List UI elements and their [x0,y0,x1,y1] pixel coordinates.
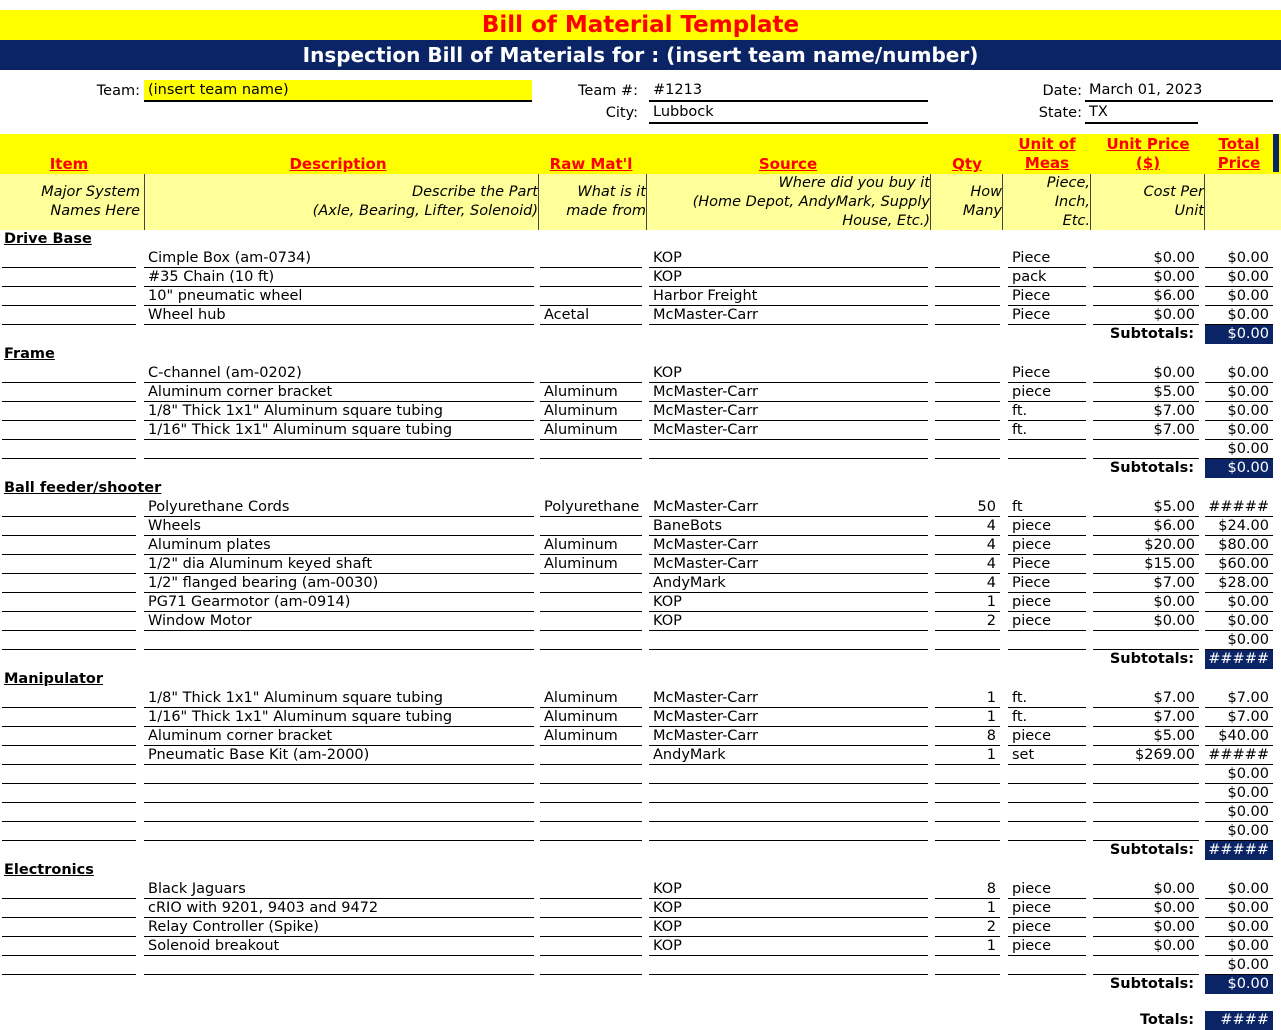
cell-desc[interactable]: Aluminum plates [144,536,534,555]
cell-price[interactable]: $6.00 [1093,517,1199,536]
cell-total[interactable]: ##### [1205,746,1273,765]
cell-raw[interactable] [540,937,642,956]
cell-desc[interactable]: 1/8" Thick 1x1" Aluminum square tubing [144,689,534,708]
cell-unit[interactable]: piece [1008,880,1086,899]
cell-raw[interactable]: Aluminum [540,402,642,421]
cell-qty[interactable]: 4 [935,574,1000,593]
cell-unit[interactable]: piece [1008,612,1086,631]
cell-price[interactable]: $7.00 [1093,689,1199,708]
cell-qty[interactable] [935,268,1000,287]
cell-src[interactable]: McMaster-Carr [649,689,928,708]
cell-qty[interactable] [935,364,1000,383]
cell-desc[interactable]: Wheels [144,517,534,536]
cell-unit[interactable] [1008,803,1086,822]
cell-desc[interactable]: 1/2" flanged bearing (am-0030) [144,574,534,593]
cell-item[interactable] [2,593,136,612]
cell-src[interactable]: McMaster-Carr [649,421,928,440]
cell-unit[interactable] [1008,631,1086,650]
subheader-item: Major System Names Here [41,184,140,219]
cell-raw[interactable] [540,268,642,287]
cell-item[interactable] [2,383,136,402]
cell-raw[interactable] [540,803,642,822]
cell-total[interactable]: $0.00 [1205,421,1273,440]
cell-total[interactable]: $0.00 [1205,803,1273,822]
cell-total[interactable]: $0.00 [1205,593,1273,612]
cell-item[interactable] [2,784,136,803]
cell-src[interactable]: McMaster-Carr [649,383,928,402]
cell-src[interactable] [649,784,928,803]
cell-unit[interactable]: piece [1008,517,1086,536]
cell-total[interactable]: $60.00 [1205,555,1273,574]
cell-qty[interactable]: 1 [935,708,1000,727]
cell-unit[interactable]: Piece [1008,364,1086,383]
subtotal-value: $0.00 [1205,459,1273,478]
cell-total[interactable]: $0.00 [1205,784,1273,803]
cell-src[interactable] [649,822,928,841]
date-field[interactable]: March 01, 2023 [1085,80,1273,102]
cell-qty[interactable]: 50 [935,498,1000,517]
cell-desc[interactable]: Aluminum corner bracket [144,383,534,402]
cell-total[interactable]: $0.00 [1205,918,1273,937]
cell-unit[interactable]: piece [1008,593,1086,612]
cell-src[interactable]: McMaster-Carr [649,555,928,574]
cell-src[interactable]: AndyMark [649,574,928,593]
cell-desc[interactable]: Relay Controller (Spike) [144,918,534,937]
cell-src[interactable]: KOP [649,593,928,612]
header-source: Source [758,155,818,173]
cell-unit[interactable]: ft. [1008,402,1086,421]
cell-item[interactable] [2,440,136,459]
subtotal-label: Subtotals: [1109,976,1194,992]
cell-src[interactable] [649,765,928,784]
cell-total[interactable]: $0.00 [1205,937,1273,956]
cell-item[interactable] [2,727,136,746]
cell-raw[interactable]: Aluminum [540,421,642,440]
cell-price[interactable] [1093,440,1199,459]
cell-price[interactable]: $0.00 [1093,880,1199,899]
cell-price[interactable]: $0.00 [1093,364,1199,383]
cell-item[interactable] [2,498,136,517]
cell-src[interactable]: AndyMark [649,746,928,765]
cell-qty[interactable]: 4 [935,517,1000,536]
header-unit-of-measure: Unit of Meas [1018,135,1076,172]
cell-price[interactable] [1093,822,1199,841]
cell-price[interactable]: $0.00 [1093,593,1199,612]
cell-price[interactable]: $5.00 [1093,727,1199,746]
cell-raw[interactable] [540,765,642,784]
cell-src[interactable]: KOP [649,918,928,937]
cell-item[interactable] [2,631,136,650]
cell-item[interactable] [2,421,136,440]
subheader-source: Where did you buy it (Home Depot, AndyMark, Supply House, Etc.) [646,174,930,230]
cell-qty[interactable] [935,383,1000,402]
cell-total[interactable]: $0.00 [1205,268,1273,287]
cell-raw[interactable]: Aluminum [540,536,642,555]
cell-price[interactable]: $0.00 [1093,918,1199,937]
cell-qty[interactable] [935,287,1000,306]
cell-unit[interactable] [1008,784,1086,803]
cell-desc[interactable]: PG71 Gearmotor (am-0914) [144,593,534,612]
cell-raw[interactable] [540,822,642,841]
cell-price[interactable] [1093,784,1199,803]
cell-price[interactable]: $0.00 [1093,306,1199,325]
cell-item[interactable] [2,765,136,784]
cell-raw[interactable] [540,364,642,383]
team-name-field[interactable]: (insert team name) [144,80,532,102]
cell-qty[interactable]: 8 [935,880,1000,899]
cell-item[interactable] [2,956,136,975]
cell-price[interactable]: $0.00 [1093,249,1199,268]
cell-qty[interactable]: 4 [935,536,1000,555]
cell-qty[interactable]: 4 [935,555,1000,574]
cell-total[interactable]: $0.00 [1205,880,1273,899]
cell-item[interactable] [2,803,136,822]
cell-total[interactable]: $28.00 [1205,574,1273,593]
subtotal-value: ##### [1205,841,1273,860]
cell-price[interactable] [1093,803,1199,822]
cell-desc[interactable]: Window Motor [144,612,534,631]
cell-qty[interactable] [935,249,1000,268]
state-field[interactable]: TX [1085,102,1198,124]
cell-item[interactable] [2,746,136,765]
cell-src[interactable]: McMaster-Carr [649,498,928,517]
cell-price[interactable]: $6.00 [1093,287,1199,306]
section-heading: Frame [4,346,55,362]
cell-price[interactable]: $269.00 [1093,746,1199,765]
section-heading: Ball feeder/shooter [4,480,162,496]
header-unit-price: Unit Price ($) [1106,135,1190,172]
cell-price[interactable] [1093,765,1199,784]
cell-raw[interactable]: Aluminum [540,708,642,727]
cell-total[interactable]: $0.00 [1205,612,1273,631]
cell-item[interactable] [2,268,136,287]
cell-total[interactable]: $0.00 [1205,631,1273,650]
cell-total[interactable]: $0.00 [1205,287,1273,306]
header-total-price: Total Price [1217,135,1261,172]
cell-item[interactable] [2,555,136,574]
cell-qty[interactable] [935,822,1000,841]
cell-total[interactable]: $0.00 [1205,249,1273,268]
cell-desc[interactable] [144,784,534,803]
cell-total[interactable]: $7.00 [1205,689,1273,708]
cell-raw[interactable]: Aluminum [540,689,642,708]
cell-unit[interactable]: set [1008,746,1086,765]
sheet-title: Bill of Material Template [0,10,1281,40]
cell-qty[interactable] [935,765,1000,784]
subtotal-value: $0.00 [1205,975,1273,994]
team-number-label: Team #: [578,83,638,99]
cell-total[interactable]: $80.00 [1205,536,1273,555]
cell-unit[interactable] [1008,822,1086,841]
subheader-qty: How Many [930,174,1002,230]
cell-qty[interactable] [935,402,1000,421]
cell-unit[interactable]: piece [1008,937,1086,956]
cell-unit[interactable] [1008,765,1086,784]
cell-raw[interactable] [540,249,642,268]
cell-qty[interactable] [935,631,1000,650]
header-edge [1273,134,1279,172]
cell-item[interactable] [2,517,136,536]
cell-qty[interactable]: 2 [935,918,1000,937]
cell-unit[interactable]: ft. [1008,689,1086,708]
cell-unit[interactable]: piece [1008,918,1086,937]
cell-unit[interactable]: ft. [1008,421,1086,440]
cell-src[interactable] [649,956,928,975]
cell-src[interactable]: Harbor Freight [649,287,928,306]
cell-src[interactable]: McMaster-Carr [649,402,928,421]
cell-qty[interactable]: 1 [935,937,1000,956]
cell-desc[interactable] [144,440,534,459]
cell-src[interactable] [649,631,928,650]
cell-unit[interactable]: ft. [1008,708,1086,727]
cell-unit[interactable]: piece [1008,727,1086,746]
cell-desc[interactable]: C-channel (am-0202) [144,364,534,383]
cell-item[interactable] [2,364,136,383]
cell-total[interactable]: $0.00 [1205,822,1273,841]
cell-raw[interactable] [540,440,642,459]
cell-src[interactable] [649,803,928,822]
cell-raw[interactable] [540,574,642,593]
cell-item[interactable] [2,880,136,899]
cell-unit[interactable]: Piece [1008,249,1086,268]
cell-item[interactable] [2,899,136,918]
cell-total[interactable]: $0.00 [1205,956,1273,975]
subtotal-label: Subtotals: [1109,651,1194,667]
cell-qty[interactable] [935,421,1000,440]
subheader-unit-price: Cost Per Unit [1090,174,1204,230]
cell-price[interactable] [1093,631,1199,650]
cell-price[interactable]: $0.00 [1093,937,1199,956]
header-description: Description [289,155,387,173]
cell-unit[interactable]: Piece [1008,306,1086,325]
cell-price[interactable]: $7.00 [1093,421,1199,440]
cell-src[interactable]: KOP [649,880,928,899]
cell-total[interactable]: $24.00 [1205,517,1273,536]
cell-qty[interactable]: 1 [935,689,1000,708]
cell-src[interactable] [649,440,928,459]
section-heading: Electronics [4,862,94,878]
subtotal-value: ##### [1205,650,1273,669]
cell-item[interactable] [2,536,136,555]
cell-desc[interactable]: 1/16" Thick 1x1" Aluminum square tubing [144,708,534,727]
cell-qty[interactable]: 2 [935,612,1000,631]
cell-src[interactable]: KOP [649,364,928,383]
header-item: Item [49,155,89,173]
cell-total[interactable]: $0.00 [1205,440,1273,459]
cell-price[interactable]: $5.00 [1093,383,1199,402]
cell-price[interactable]: $0.00 [1093,612,1199,631]
cell-desc[interactable]: Wheel hub [144,306,534,325]
cell-raw[interactable]: Acetal [540,306,642,325]
cell-desc[interactable]: #35 Chain (10 ft) [144,268,534,287]
cell-item[interactable] [2,287,136,306]
cell-raw[interactable] [540,631,642,650]
cell-src[interactable]: McMaster-Carr [649,306,928,325]
cell-price[interactable]: $7.00 [1093,402,1199,421]
cell-raw[interactable] [540,612,642,631]
cell-total[interactable]: $0.00 [1205,364,1273,383]
cell-src[interactable]: BaneBots [649,517,928,536]
cell-qty[interactable]: 8 [935,727,1000,746]
cell-src[interactable]: McMaster-Carr [649,536,928,555]
cell-item[interactable] [2,249,136,268]
city-field[interactable]: Lubbock [649,102,928,124]
cell-src[interactable]: KOP [649,268,928,287]
cell-desc[interactable] [144,822,534,841]
cell-item[interactable] [2,306,136,325]
cell-raw[interactable]: Aluminum [540,727,642,746]
cell-unit[interactable] [1008,956,1086,975]
totals-label: Totals: [1139,1012,1194,1028]
subtotal-label: Subtotals: [1109,842,1194,858]
city-label: City: [605,105,638,121]
totals-value: #### [1205,1011,1273,1030]
cell-desc[interactable]: Pneumatic Base Kit (am-2000) [144,746,534,765]
cell-unit[interactable]: piece [1008,383,1086,402]
cell-price[interactable]: $5.00 [1093,498,1199,517]
cell-src[interactable]: McMaster-Carr [649,727,928,746]
cell-desc[interactable] [144,956,534,975]
subheader-description: Describe the Part (Axle, Bearing, Lifter, Solenoid) [144,174,538,230]
cell-raw[interactable] [540,899,642,918]
header-raw-material: Raw Mat'l [549,155,633,173]
cell-desc[interactable]: Polyurethane Cords [144,498,534,517]
cell-unit[interactable] [1008,440,1086,459]
cell-item[interactable] [2,918,136,937]
sheet-subtitle: Inspection Bill of Materials for : (insert team name/number) [0,40,1281,70]
cell-qty[interactable] [935,440,1000,459]
cell-src[interactable]: KOP [649,249,928,268]
team-label: Team: [96,83,140,99]
cell-desc[interactable]: Cimple Box (am-0734) [144,249,534,268]
cell-unit[interactable]: piece [1008,899,1086,918]
team-number-field[interactable]: #1213 [649,80,928,102]
cell-item[interactable] [2,689,136,708]
section-heading: Drive Base [4,231,92,247]
state-label: State: [1038,105,1082,121]
cell-qty[interactable]: 1 [935,899,1000,918]
cell-src[interactable]: KOP [649,899,928,918]
cell-qty[interactable] [935,803,1000,822]
cell-desc[interactable]: 1/8" Thick 1x1" Aluminum square tubing [144,402,534,421]
cell-unit[interactable]: piece [1008,536,1086,555]
cell-price[interactable]: $20.00 [1093,536,1199,555]
cell-desc[interactable]: 1/16" Thick 1x1" Aluminum square tubing [144,421,534,440]
cell-total[interactable]: $0.00 [1205,765,1273,784]
cell-qty[interactable] [935,956,1000,975]
cell-price[interactable]: $7.00 [1093,574,1199,593]
cell-desc[interactable] [144,803,534,822]
cell-total[interactable]: $0.00 [1205,383,1273,402]
cell-raw[interactable]: Polyurethane [540,498,642,517]
header-qty: Qty [952,155,982,173]
cell-qty[interactable] [935,784,1000,803]
cell-raw[interactable]: Aluminum [540,383,642,402]
cell-price[interactable]: $15.00 [1093,555,1199,574]
cell-item[interactable] [2,402,136,421]
cell-total[interactable]: $40.00 [1205,727,1273,746]
cell-desc[interactable]: Black Jaguars [144,880,534,899]
cell-unit[interactable]: Piece [1008,574,1086,593]
cell-desc[interactable]: cRIO with 9201, 9403 and 9472 [144,899,534,918]
cell-unit[interactable]: Piece [1008,555,1086,574]
cell-unit[interactable]: pack [1008,268,1086,287]
cell-total[interactable]: ##### [1205,498,1273,517]
cell-src[interactable]: McMaster-Carr [649,708,928,727]
cell-price[interactable]: $0.00 [1093,899,1199,918]
section-heading: Manipulator [4,671,104,687]
subtotal-value: $0.00 [1205,325,1273,344]
cell-total[interactable]: $0.00 [1205,306,1273,325]
cell-desc[interactable] [144,631,534,650]
cell-desc[interactable]: Solenoid breakout [144,937,534,956]
cell-total[interactable]: $0.00 [1205,402,1273,421]
cell-unit[interactable]: ft [1008,498,1086,517]
cell-desc[interactable]: 1/2" dia Aluminum keyed shaft [144,555,534,574]
cell-raw[interactable] [540,746,642,765]
cell-qty[interactable]: 1 [935,746,1000,765]
cell-item[interactable] [2,708,136,727]
cell-item[interactable] [2,822,136,841]
cell-total[interactable]: $7.00 [1205,708,1273,727]
subtotal-label: Subtotals: [1109,460,1194,476]
cell-item[interactable] [2,574,136,593]
cell-desc[interactable]: Aluminum corner bracket [144,727,534,746]
cell-desc[interactable]: 10" pneumatic wheel [144,287,534,306]
cell-raw[interactable] [540,956,642,975]
cell-desc[interactable] [144,765,534,784]
cell-price[interactable]: $0.00 [1093,268,1199,287]
cell-item[interactable] [2,612,136,631]
subtotal-label: Subtotals: [1109,326,1194,342]
cell-raw[interactable] [540,517,642,536]
cell-qty[interactable] [935,306,1000,325]
cell-raw[interactable]: Aluminum [540,555,642,574]
subheader-raw-material: What is it made from [538,174,646,230]
cell-item[interactable] [2,937,136,956]
cell-src[interactable]: KOP [649,612,928,631]
cell-price[interactable]: $7.00 [1093,708,1199,727]
cell-raw[interactable] [540,784,642,803]
cell-raw[interactable] [540,918,642,937]
date-label: Date: [1042,83,1082,99]
cell-unit[interactable]: Piece [1008,287,1086,306]
cell-price[interactable] [1093,956,1199,975]
cell-raw[interactable] [540,593,642,612]
cell-total[interactable]: $0.00 [1205,899,1273,918]
cell-qty[interactable]: 1 [935,593,1000,612]
cell-src[interactable]: KOP [649,937,928,956]
subheader-unit: Piece, Inch, Etc. [1002,174,1090,230]
subheader-total [1204,174,1276,230]
cell-raw[interactable] [540,880,642,899]
cell-raw[interactable] [540,287,642,306]
